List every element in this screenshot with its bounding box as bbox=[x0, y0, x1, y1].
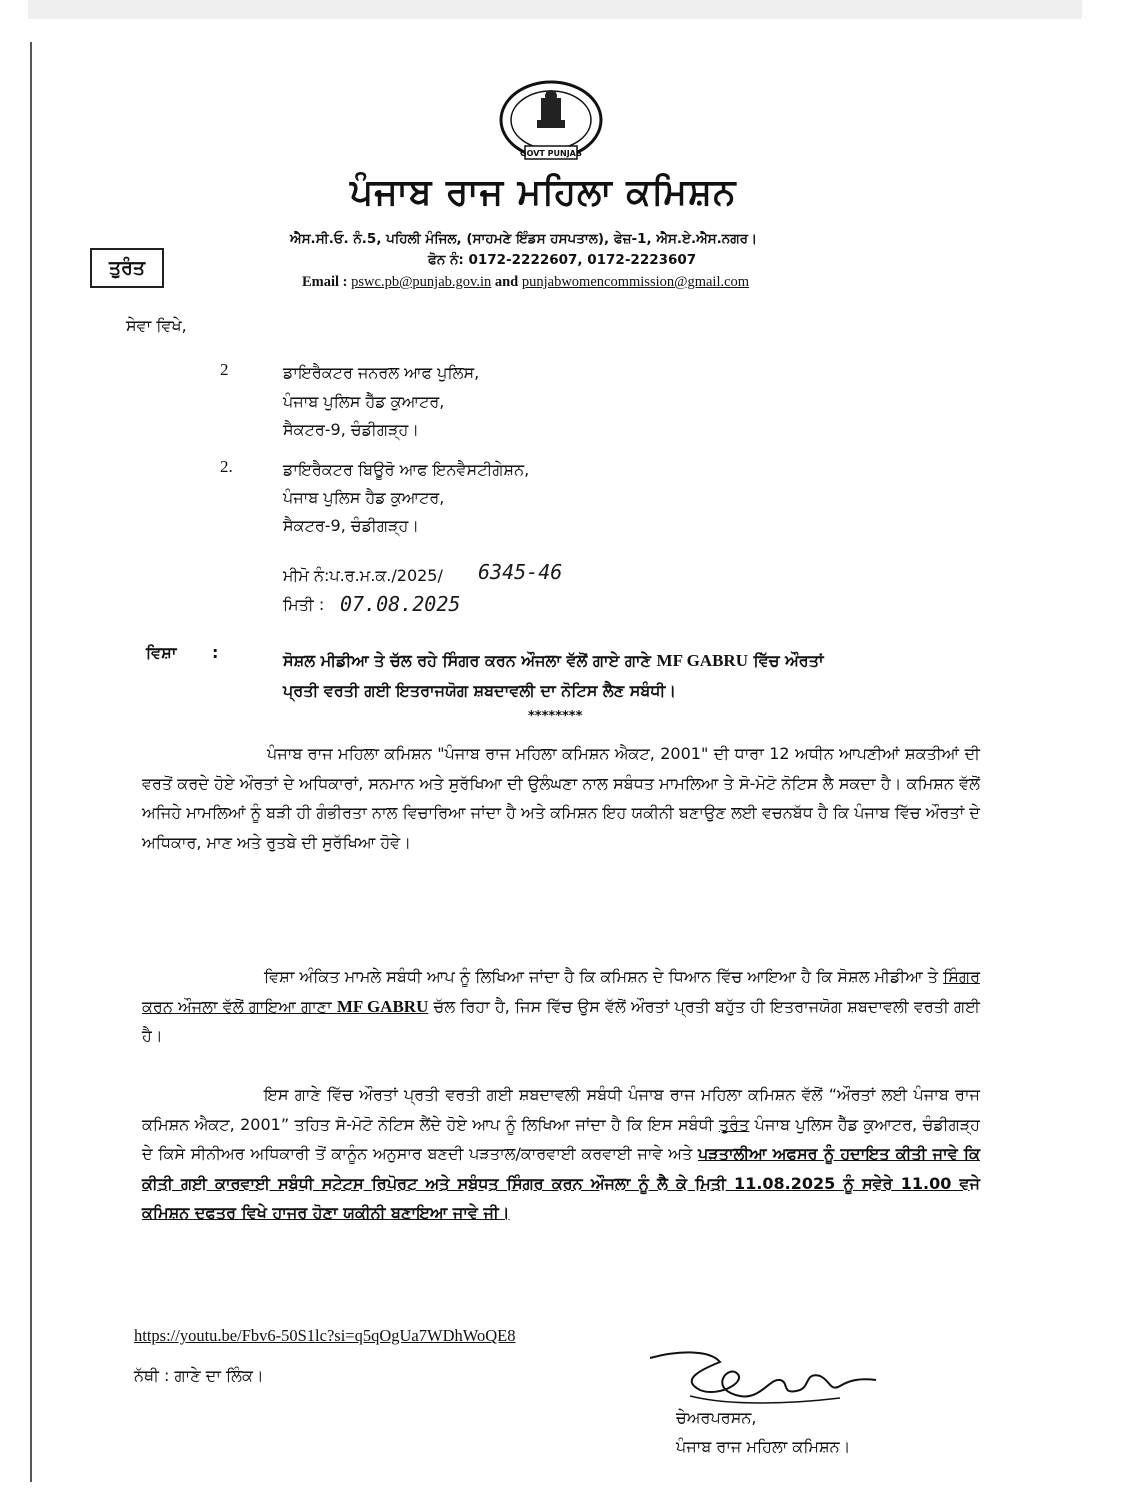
para3-text-c: ਪੰਜਾਬ ਪੁਲਿਸ ਹੈੱਡ ਕੁਆਟਰ, ਚੰਡੀਗੜ੍ਹ ਦੇ ਕਿਸੇ ਸੀਨੀਅਰ ਅਧਿਕਾਰੀ ਤੋਂ ਕਾਨੂੰਨ ਅਨੁਸਾਰ ਬਣਦੀ ਪੜਤਾਲ/ਕਾਰਵਾਈ ਕਰਵਾਈ ਜਾਵੇ ਅਤੇ bbox=[142, 1114, 980, 1163]
org-phone: ਫੋਨ ਨੰ: 0172-2222607, 0172-2223607 bbox=[428, 252, 697, 268]
recipient-1-line-2: ਪੰਜਾਬ ਪੁਲਿਸ ਹੈੱਡ ਕੁਆਟਰ, bbox=[283, 392, 445, 411]
para3-directive-underlined: ਪੜਤਾਲੀਆ ਅਫਸਰ ਨੂੰ ਹਦਾਇਤ ਕੀਤੀ ਜਾਵੇ ਕਿ ਕੀਤੀ ਗਈ ਕਾਰਵਾਈ ਸਬੰਧੀ ਸਟੇਟਸ ਰਿਪੋਰਟ ਅਤੇ ਸਬੰਧਤ ਸਿੰਗਰ ਕਰਨ ਔਜਲਾ ਨੂੰ ਲੈ ਕੇ ਮਿਤੀ 11.08.2025 ਨੂੰ ਸਵੇਰੇ 11.00 ਵਜੇ ਕਮਿਸ਼ਨ ਦਫਤਰ ਵਿਖੇ ਹਾਜਰ ਹੋਣਾ ਯਕੀਨੀ ਬਣਾਇਆ ਜਾਵੇ ਜੀ। bbox=[142, 1144, 980, 1222]
page-left-edge bbox=[30, 42, 32, 1482]
para2-singer-underlined: ਸਿੰਗਰ ਕਰਨ ਔਜਲਾ ਵੱਲੋਂ ਗਾਇਆ ਗਾਣਾ bbox=[142, 967, 980, 1016]
body-paragraph-3 bbox=[142, 1080, 980, 1228]
song-name: MF GABRU bbox=[656, 651, 748, 670]
org-email-line bbox=[302, 274, 749, 291]
date-label: ਮਿਤੀ : bbox=[283, 595, 325, 614]
signatory-office: ਪੰਜਾਬ ਰਾਜ ਮਹਿਲਾ ਕਮਿਸ਼ਨ। bbox=[676, 1437, 851, 1456]
email-link-2[interactable]: punjabwomencommission@gmail.com bbox=[521, 274, 750, 290]
email-prefix: Email : bbox=[302, 274, 352, 290]
recipient-1-line-1: ਡਾਇਰੈਕਟਰ ਜਨਰਲ ਆਫ ਪੁਲਿਸ, bbox=[283, 363, 480, 382]
subject-colon: : bbox=[212, 643, 219, 662]
enclosure-note: ਨੱਥੀ : ਗਾਣੇ ਦਾ ਲਿੰਕ। bbox=[134, 1366, 264, 1385]
recipient-2-line-2: ਪੰਜਾਬ ਪੁਲਿਸ ਹੈਡ ਕੁਆਟਰ, bbox=[283, 488, 445, 507]
recipient-2-line-1: ਡਾਇਰੈਕਟਰ ਬਿਊਰੋ ਆਫ ਇਨਵੈਸਟੀਗੇਸ਼ਨ, bbox=[283, 460, 530, 479]
para2-text-d: ਚੱਲ ਰਿਹਾ ਹੈ, ਜਿਸ ਵਿੱਚ ਉਸ ਵੱਲੋਂ ਔਰਤਾਂ ਪ੍ਰਤੀ ਬਹੁੱਤ ਹੀ ਇਤਰਾਜਯੋਗ ਸ਼ਬਦਾਵਲੀ ਵਰਤੀ ਗਈ ਹੈ। bbox=[142, 996, 980, 1045]
body-paragraph-2 bbox=[142, 962, 980, 1051]
signatory-designation: ਚੇਅਰਪਰਸਨ, bbox=[676, 1408, 757, 1427]
subject-line-2: ਪ੍ਰਤੀ ਵਰਤੀ ਗਈ ਇਤਰਾਜਯੋਗ ਸ਼ਬਦਾਵਲੀ ਦਾ ਨੋਟਿਸ ਲੈਣ ਸਬੰਧੀ। bbox=[283, 681, 677, 700]
separator-stars: ******** bbox=[528, 709, 583, 724]
subject-label: ਵਿਸ਼ਾ bbox=[146, 643, 177, 662]
para3-urgent-underlined: ਤੁਰੰਤ bbox=[718, 1114, 750, 1134]
memo-handwritten-number: 6345-46 bbox=[478, 560, 563, 584]
body-paragraph-1: ਪੰਜਾਬ ਰਾਜ ਮਹਿਲਾ ਕਮਿਸ਼ਨ "ਪੰਜਾਬ ਰਾਜ ਮਹਿਲਾ ਕਮਿਸ਼ਨ ਐਕਟ, 2001" ਦੀ ਧਾਰਾ 12 ਅਧੀਨ ਆਪਣੀਆਂ ਸ਼ਕਤੀਆਂ ਦੀ ਵਰਤੋਂ ਕਰਦੇ ਹੋਏ ਔਰਤਾਂ ਦੇ ਅਧਿਕਾਰਾਂ, ਸਨਮਾਨ ਅਤੇ ਸੁਰੱਖਿਆ ਦੀ ਉਲੰਘਣਾ ਨਾਲ ਸਬੰਧਤ ਮਾਮਲਿਆ ਤੇ ਸੋ-ਮੋਟੋ ਨੋਟਿਸ ਲੈ ਸਕਦਾ ਹੈ। ਕਮਿਸ਼ਨ ਵੱਲੋਂ ਅਜਿਹੇ ਮਾਮਲਿਆਂ ਨੂੰ ਬੜੀ ਹੀ ਗੰਭੀਰਤਾ ਨਾਲ ਵਿਚਾਰਿਆ ਜਾਂਦਾ ਹੈ ਅਤੇ ਕਮਿਸ਼ਨ ਇਹ ਯਕੀਨੀ ਬਣਾਉਣ ਲਈ ਵਚਨਬੱਧ ਹੈ ਕਿ ਪੰਜਾਬ ਵਿੱਚ ਔਰਤਾਂ ਦੇ ਅਧਿਕਾਰ, ਮਾਣ ਅਤੇ ਰੁਤਬੇ ਦੀ ਸੁਰੱਖਿਆ ਹੋਵੇ। bbox=[142, 744, 980, 852]
recipient-1-line-3: ਸੈਕਟਰ-9, ਚੰਡੀਗੜ੍ਹ। bbox=[283, 420, 420, 439]
memo-label: ਮੀਮੋ ਨੰ:ਪ.ਰ.ਮ.ਕ./2025/ bbox=[283, 566, 443, 585]
subject-line-1-end: ਵਿੱਚ ਔਰਤਾਂ bbox=[747, 651, 824, 670]
subject-line-1-text: ਸੋਸ਼ਲ ਮੀਡੀਆ ਤੇ ਚੱਲ ਰਹੇ ਸਿੰਗਰ ਕਰਨ ਔਜਲਾ ਵੱਲੋਂ ਗਾਏ ਗਾਣੇ bbox=[283, 651, 657, 670]
email-join: and bbox=[491, 274, 522, 290]
email-link-1[interactable]: pswc.pb@punjab.gov.in bbox=[351, 274, 492, 290]
govt-emblem-seal bbox=[497, 78, 605, 164]
recipient-1-number: 2 bbox=[220, 360, 229, 379]
recipient-2-line-3: ਸੈਕਟਰ-9, ਚੰਡੀਗੜ੍ਹ। bbox=[283, 516, 420, 535]
recipient-2-number: 2. bbox=[220, 457, 233, 476]
para3-text-a: ਇਸ ਗਾਣੇ ਵਿੱਚ ਔਰਤਾਂ ਪ੍ਰਤੀ ਵਰਤੀ ਗਈ ਸ਼ਬਦਾਵਲੀ ਸਬੰਧੀ ਪੰਜਾਬ ਰਾਜ ਮਹਿਲਾ ਕਮਿਸ਼ਨ ਵੱਲੋਂ “ਔਰਤਾਂ ਲਈ ਪੰਜਾਬ ਰਾਜ ਕਮਿਸ਼ਨ ਐਕਟ, 2001” ਤਹਿਤ ਸੋ-ਮੋਟੋ ਨੋਟਿਸ ਲੈਂਦੇ ਹੋਏ ਆਪ ਨੂੰ ਲਿਖਿਆ ਜਾਂਦਾ ਹੈ ਕਿ ਇਸ ਸਬੰਧੀ bbox=[142, 1085, 980, 1134]
para2-text-a: ਵਿਸ਼ਾ ਅੰਕਿਤ ਮਾਮਲੇ ਸਬੰਧੀ ਆਪ ਨੂੰ ਲਿਖਿਆ ਜਾਂਦਾ ਹੈ ਕਿ ਕਮਿਸ਼ਨ ਦੇ ਧਿਆਨ ਵਿੱਚ ਆਇਆ ਹੈ ਕਿ ਸੋਸ਼ਲ ਮੀਡੀਆ ਤੇ bbox=[264, 967, 944, 986]
salutation: ਸੇਵਾ ਵਿਖੇ, bbox=[126, 316, 187, 335]
urgent-stamp: ਤੁਰੰਤ bbox=[90, 248, 164, 288]
para2-song-name: MF GABRU bbox=[336, 996, 429, 1016]
subject-line-1 bbox=[283, 651, 824, 671]
youtube-link[interactable]: https://youtu.be/Fbv6-50S1lc?si=q5qOgUa7WDhWoQE8 bbox=[134, 1326, 516, 1345]
emblem-label: GOVT PUNJAB bbox=[520, 149, 582, 158]
org-address: ਐਸ.ਸੀ.ਓ. ਨੰ.5, ਪਹਿਲੀ ਮੰਜਿਲ, (ਸਾਹਮਣੇ ਇੰਡਸ ਹਸਪਤਾਲ), ਫੇਜ਼-1, ਐਸ.ਏ.ਐਸ.ਨਗਰ। bbox=[290, 231, 758, 247]
org-title: ਪੰਜਾਬ ਰਾਜ ਮਹਿਲਾ ਕਮਿਸ਼ਨ bbox=[350, 172, 737, 213]
memo-handwritten-date: 07.08.2025 bbox=[340, 592, 461, 616]
top-edge-bar bbox=[28, 0, 1082, 19]
